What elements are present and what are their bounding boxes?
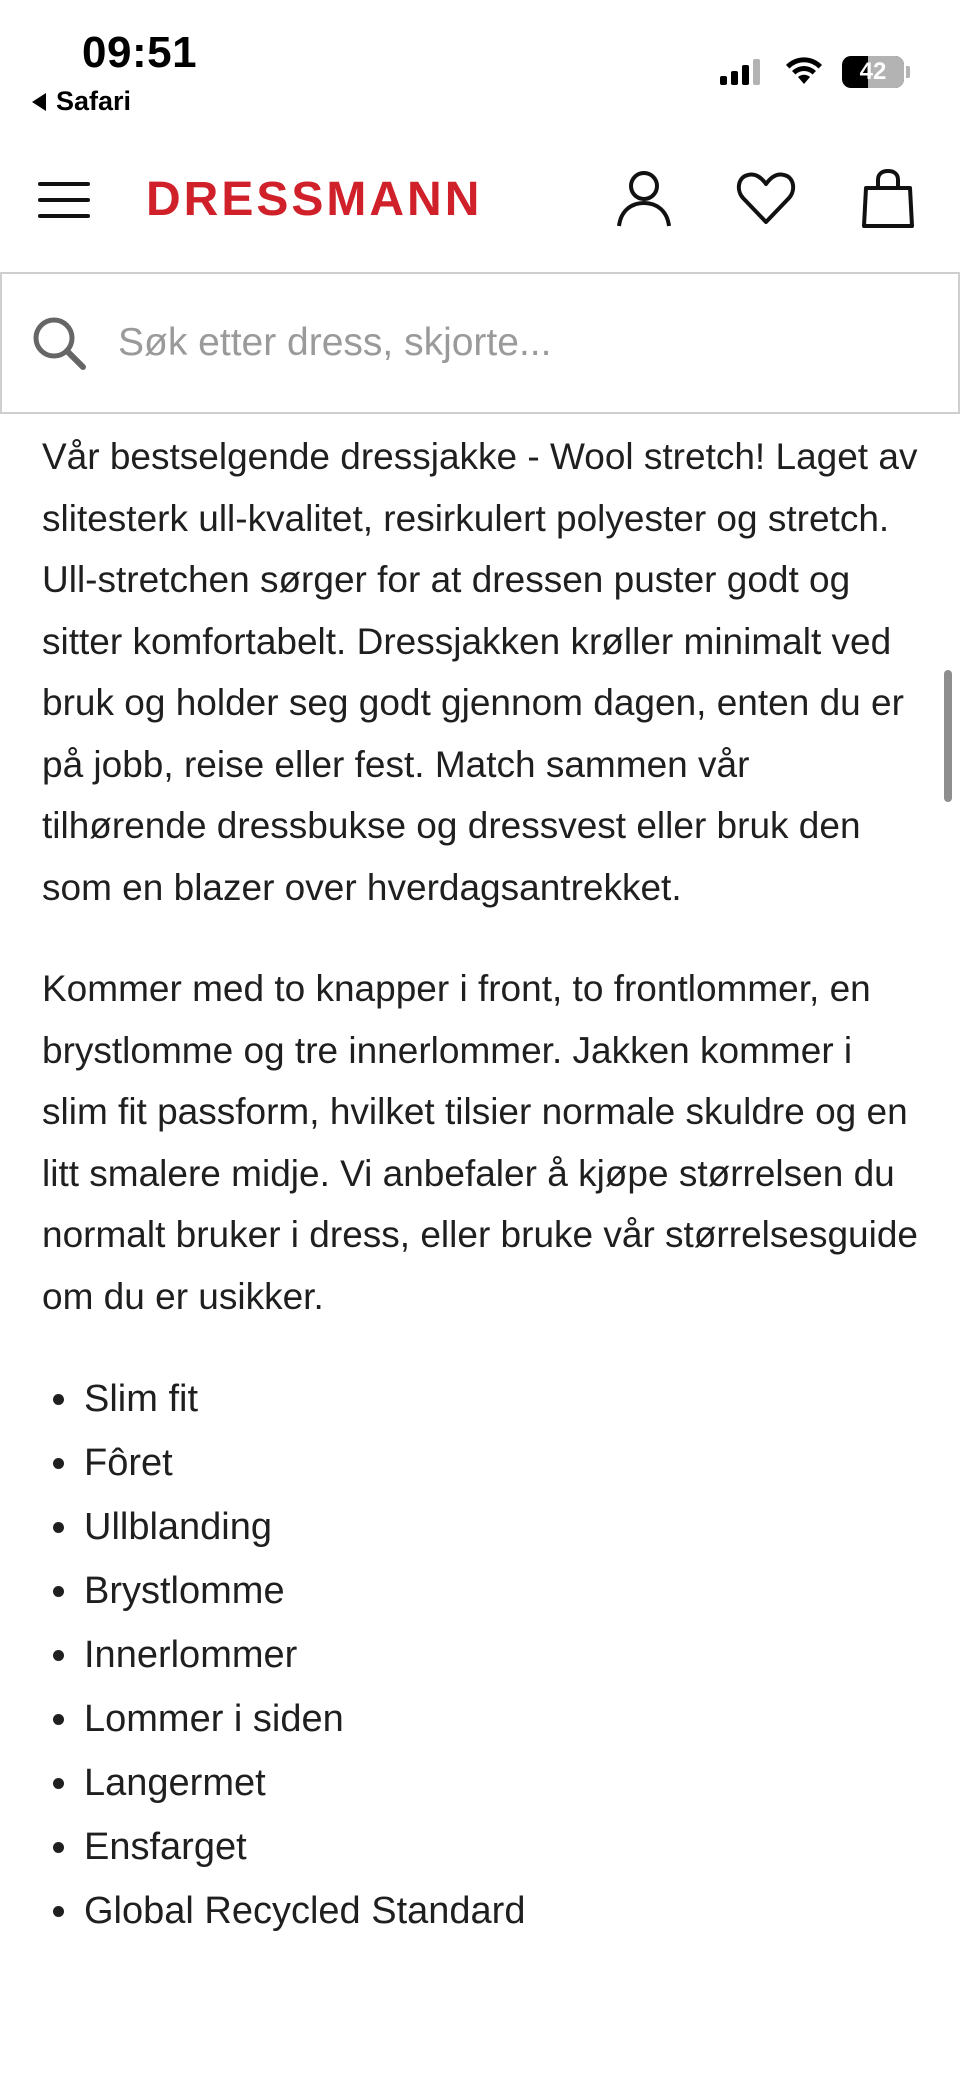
feature-item: • Fôret: [82, 1431, 922, 1495]
back-triangle-icon: [32, 93, 46, 111]
feature-item: • Global Recycled Standard: [82, 1879, 922, 1943]
back-app-label: Safari: [56, 86, 132, 116]
scrollbar[interactable]: [944, 670, 952, 802]
feature-item: • Langermet: [82, 1751, 922, 1815]
account-icon[interactable]: [612, 166, 676, 230]
feature-item: • Brystlomme: [82, 1559, 922, 1623]
search-bar: [0, 272, 960, 414]
status-icons: [720, 56, 910, 88]
dressmann-logo[interactable]: DRESSMANN: [146, 173, 483, 226]
battery-percent: 42: [859, 58, 887, 85]
cellular-signal-icon: [720, 59, 764, 85]
feature-item: • Ullblanding: [82, 1495, 922, 1559]
feature-item: • Innerlommer: [82, 1623, 922, 1687]
search-icon: [30, 314, 88, 372]
feature-list: [42, 1367, 922, 1943]
battery-icon: [842, 56, 904, 88]
status-bar: [0, 0, 960, 130]
description-paragraph: Vår bestselgende dressjakke - Wool stretch! Laget av slitesterk ull-kvalitet, resirkulert polyester og stretch. Ull-stretchen sørger for at dressen puster godt og sitter komfortabelt. Dressjakken krøller minimalt ved bruk og holder seg godt gjennom dagen, enten du er på jobb, reise eller fest. Match sammen vår tilhørende dressbukse og dressvest eller bruk den som en blazer over hverdagsantrekket.: [42, 436, 918, 908]
back-to-app-button[interactable]: [32, 86, 131, 117]
description-paragraph: Kommer med to knapper i front, to frontlommer, en brystlomme og tre innerlommer. Jakken kommer i slim fit passform, hvilket tilsier normale skuldre og en litt smalere midje. Vi anbefaler å kjøpe størrelsen du normalt bruker i dress, eller bruke vår størrelsesguide om du er usikker.: [42, 968, 918, 1317]
site-header: [0, 150, 960, 250]
product-description: [42, 426, 922, 1943]
bag-icon[interactable]: [856, 166, 920, 230]
feature-item: • Slim fit: [82, 1367, 922, 1431]
search-input[interactable]: [118, 308, 918, 378]
feature-item: • Ensfarget: [82, 1815, 922, 1879]
wifi-icon: [784, 57, 824, 87]
menu-icon[interactable]: [38, 180, 90, 220]
feature-item: • Lommer i siden: [82, 1687, 922, 1751]
status-time: 09:51: [82, 28, 198, 77]
heart-icon[interactable]: [734, 166, 798, 230]
battery-nub: [906, 66, 910, 78]
